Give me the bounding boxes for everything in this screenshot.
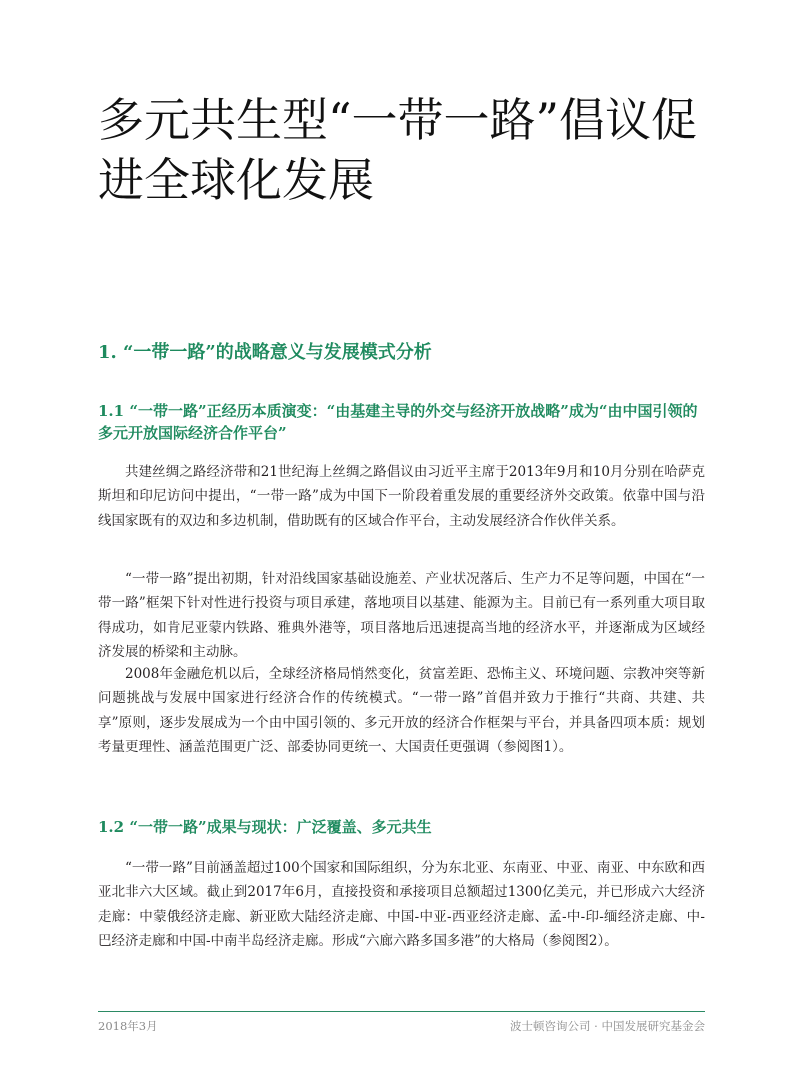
body-paragraph: “一带一路”目前涵盖超过100个国家和国际组织，分为东北亚、东南亚、中亚、南亚、中东欧和西亚北非六大区域。截止到2017年6月，直接投资和承接项目总额超过1300亿美元，并已形成六大经济走廊：中蒙俄经济走廊、新亚欧大陆经济走廊、中国-中亚-西亚经济走廊、孟-中-印-缅经济走廊、中-巴经济走廊和中国-中南半岛经济走廊。形成“六廊六路多国多港”的大格局（参阅图2）。: [98, 860, 705, 950]
footer-date: 2018年3月: [98, 1019, 158, 1033]
body-paragraph: 共建丝绸之路经济带和21世纪海上丝绸之路倡议由习近平主席于2013年9月和10月分别在哈萨克斯坦和印尼访问中提出，“一带一路”成为中国下一阶段着重发展的重要经济外交政策。依靠中国与沿线国家既有的双边和多边机制，借助既有的区域合作平台，主动发展经济合作伙伴关系。: [98, 464, 705, 529]
document-title: 多元共生型“一带一路”倡议促进全球化发展: [98, 93, 698, 207]
footer-divider: [98, 1011, 705, 1012]
subsection-heading-1-1: 1.1 “一带一路”正经历本质演变：“由基建主导的外交与经济开放战略”成为“由中国引领的多元开放国际经济合作平台”: [98, 402, 698, 442]
body-paragraph: 2008年金融危机以后，全球经济格局悄然变化，贫富差距、恐怖主义、环境问题、宗教冲突等新问题挑战与发展中国家进行经济合作的传统模式。“一带一路”首倡并致力于推行“共商、共建、共享”原则，逐步发展成为一个由中国引领的、多元开放的经济合作框架与平台，并具备四项本质：规划考量更理性、涵盖范围更广泛、部委协同更统一、大国责任更强调（参阅图1）。: [98, 666, 705, 756]
subsection-heading-1-2: 1.2 “一带一路”成果与现状：广泛覆盖、多元共生: [98, 818, 432, 836]
body-paragraph: “一带一路”提出初期，针对沿线国家基础设施差、产业状况落后、生产力不足等问题，中国在“一带一路”框架下针对性进行投资与项目承建，落地项目以基建、能源为主。目前已有一系列重大项目取得成功，如肯尼亚蒙内铁路、雅典外港等，项目落地后迅速提高当地的经济水平，并逐渐成为区域经济发展的桥梁和主动脉。: [98, 571, 705, 661]
footer-publisher: 波士顿咨询公司 · 中国发展研究基金会: [510, 1019, 705, 1033]
section-heading-1: 1. “一带一路”的战略意义与发展模式分析: [98, 342, 432, 363]
